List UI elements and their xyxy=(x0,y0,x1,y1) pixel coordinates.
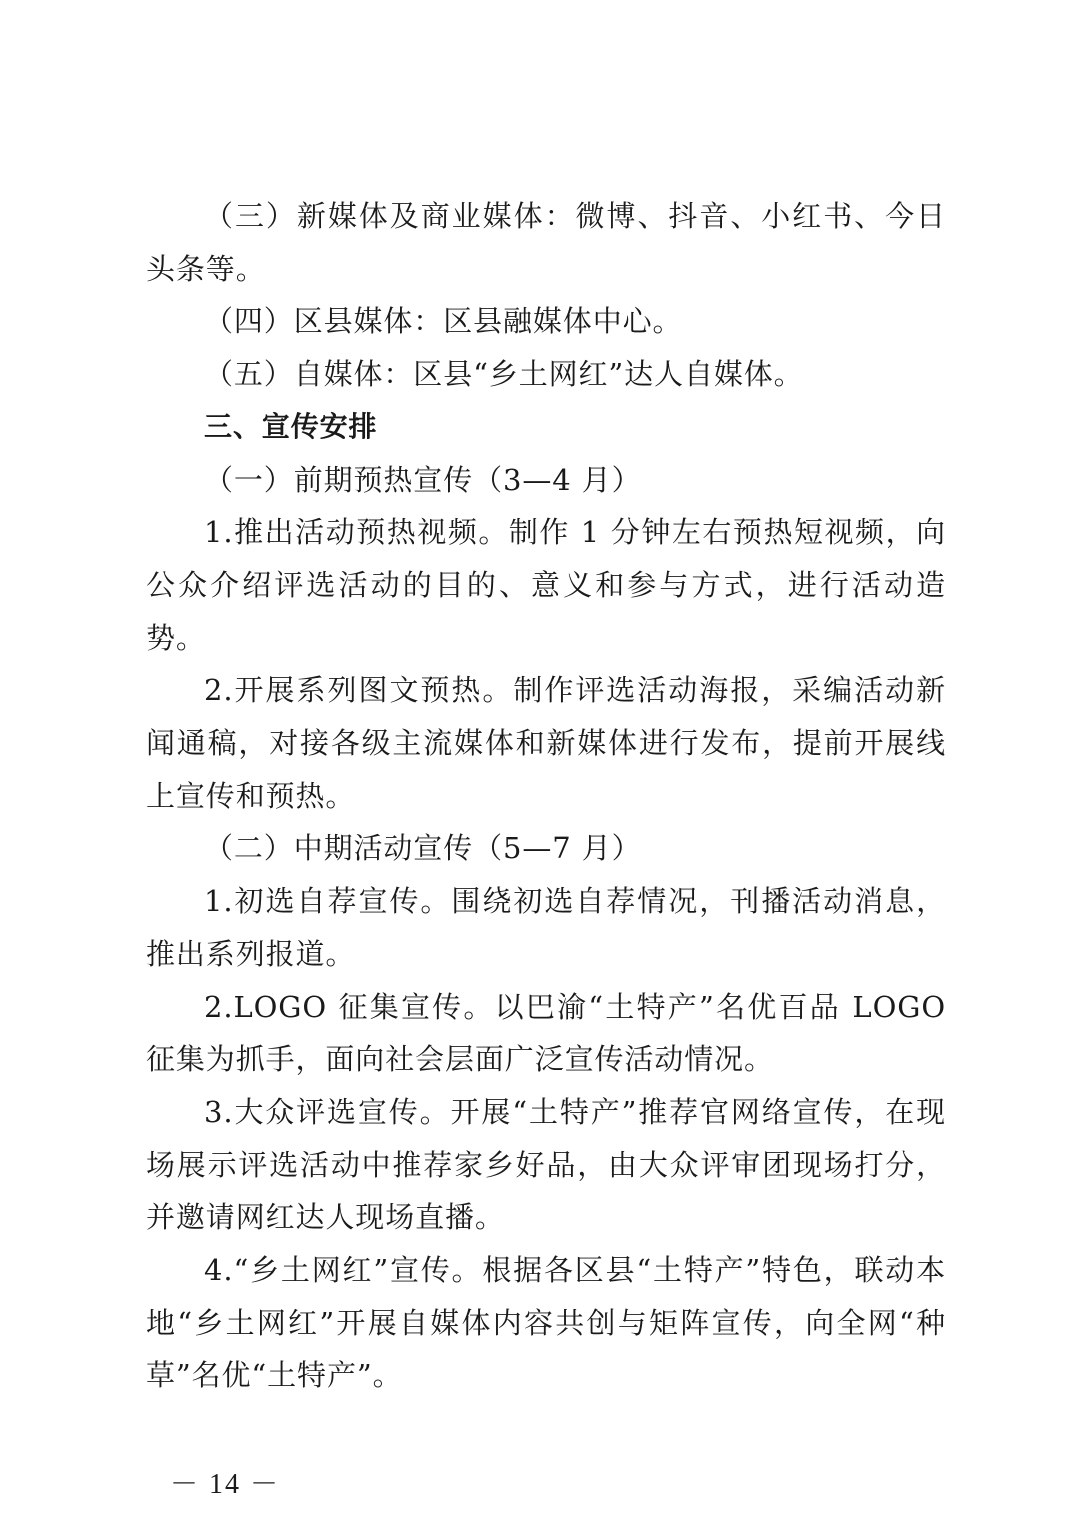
section-heading-publicity-arrangement: 三、宣传安排 xyxy=(204,409,378,443)
paragraph-mid-logo: 2.LOGO 征集宣传。以巴渝“土特产”名优百品 LOGO 征集为抓手，面向社会层面广泛宣传活动情况。 xyxy=(146,989,946,1077)
paragraph-mid-influencer: 4.“乡土网红”宣传。根据各区县“土特产”特色，联动本地“乡土网红”开展自媒体内容共创与矩阵宣传，向全网“种草”名优“土特产”。 xyxy=(146,1253,946,1393)
paragraph-early-video: 1.推出活动预热视频。制作 1 分钟左右预热短视频，向公众介绍评选活动的目的、意义和参与方式，进行活动造势。 xyxy=(146,515,946,655)
paragraph-mid-public-vote: 3.大众评选宣传。开展“土特产”推荐官网络宣传，在现场展示评选活动中推荐家乡好品，由大众评审团现场打分，并邀请网红达人现场直播。 xyxy=(146,1094,946,1235)
paragraph-district-media: （四）区县媒体：区县融媒体中心。 xyxy=(204,304,683,339)
paragraph-mid-selection: 1.初选自荐宣传。围绕初选自荐情况，刊播活动消息，推出系列报道。 xyxy=(146,884,946,971)
subheading-mid-stage: （二）中期活动宣传（5—7 月） xyxy=(204,831,642,866)
page-number: － 14 － xyxy=(170,1469,281,1500)
paragraph-new-media: （三）新媒体及商业媒体：微博、抖音、小红书、今日头条等。 xyxy=(146,199,946,286)
subheading-early-stage: （一）前期预热宣传（3—4 月） xyxy=(204,462,642,497)
paragraph-self-media: （五）自媒体：区县“乡土网红”达人自媒体。 xyxy=(204,357,804,392)
document-body xyxy=(146,190,946,1402)
paragraph-early-graphics: 2.开展系列图文预热。制作评选活动海报，采编活动新闻通稿，对接各级主流媒体和新媒体进行发布，提前开展线上宣传和预热。 xyxy=(146,673,946,813)
